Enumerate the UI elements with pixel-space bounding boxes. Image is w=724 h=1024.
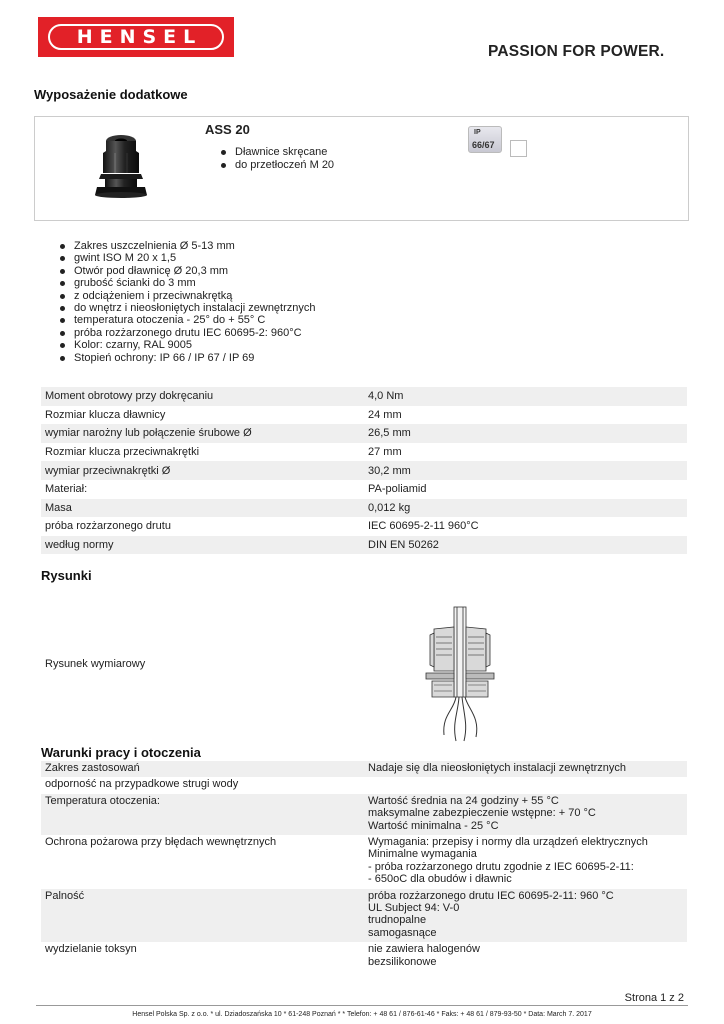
- slogan: PASSION FOR POWER.: [488, 43, 665, 60]
- spec-value: 0,012 kg: [364, 499, 687, 518]
- condition-line: - próba rozżarzonego drutu zgodnie z IEC 60695-2-11:: [368, 860, 634, 873]
- condition-value: [364, 889, 687, 943]
- spec-key: Rozmiar klucza dławnicy: [45, 408, 166, 421]
- footer-divider: [36, 1005, 688, 1006]
- table-row: [41, 517, 687, 536]
- condition-line: UL Subject 94: V-0: [368, 902, 460, 915]
- ip-rating-badge: [468, 126, 502, 153]
- condition-line: samogasnące: [368, 926, 437, 939]
- ip-badge-top: IP: [474, 129, 481, 136]
- spec-key: wymiar narożny lub połączenie śrubowe Ø: [41, 424, 364, 443]
- spec-key: Moment obrotowy przy dokręcaniu: [41, 387, 364, 406]
- table-row: [41, 889, 687, 943]
- condition-line: Minimalne wymagania: [368, 848, 477, 861]
- condition-key: odporność na przypadkowe strugi wody: [45, 778, 239, 791]
- table-row: [41, 461, 687, 480]
- footer-address: Hensel Polska Sp. z o.o. * ul. Dziadoszańska 10 * 61-248 Poznań * * Telefon: + 48 61 / 876-61-46 * Faks: + 48 61 / 879-93-50 * Data: March 7. 2017: [132, 1011, 592, 1018]
- condition-line: maksymalne zabezpieczenie wstępne: + 70 °C: [368, 807, 596, 820]
- feature-list: [60, 240, 316, 364]
- drawing-label: Rysunek wymiarowy: [45, 658, 146, 670]
- spec-key: według normy: [41, 536, 364, 555]
- condition-value: [364, 777, 687, 793]
- condition-line: bezsilikonowe: [368, 955, 437, 968]
- product-bullet: Dławnice skręcane: [221, 146, 334, 159]
- feature-item: z odciążeniem i przeciwnakrętką: [60, 290, 316, 302]
- product-image: [93, 133, 149, 199]
- condition-line: - 650oC dla obudów i dławnic: [368, 873, 512, 886]
- conditions-table: [41, 761, 687, 971]
- feature-item: grubość ścianki do 3 mm: [60, 277, 316, 289]
- spec-key: wymiar przeciwnakrętki Ø: [41, 461, 364, 480]
- condition-key: Zakres zastosowań: [41, 761, 364, 777]
- table-row: [41, 794, 687, 835]
- condition-line: Wymagania: przepisy i normy dla urządzeń elektrycznych: [368, 836, 648, 849]
- condition-value: [364, 835, 687, 889]
- condition-line: Wartość minimalna - 25 °C: [368, 819, 499, 832]
- spec-value: IEC 60695-2-11 960°C: [368, 520, 479, 533]
- condition-value: [364, 761, 687, 777]
- spec-value: DIN EN 50262: [364, 536, 687, 555]
- page-number: Strona 1 z 2: [624, 992, 684, 1004]
- spec-value: PA-poliamid: [368, 483, 427, 496]
- product-name: ASS 20: [205, 122, 250, 137]
- feature-item: Kolor: czarny, RAL 9005: [60, 339, 316, 351]
- condition-value: [364, 942, 687, 971]
- spec-value: 24 mm: [368, 408, 402, 421]
- table-row: [41, 480, 687, 499]
- table-row: [41, 387, 687, 406]
- condition-line: Nadaje się dla nieosłoniętych instalacji zewnętrznych: [368, 762, 627, 774]
- table-row: [41, 835, 687, 889]
- condition-key: Palność: [41, 889, 364, 943]
- spec-value: 27 mm: [368, 446, 402, 459]
- condition-line: próba rozżarzonego drutu IEC 60695-2-11: 960 °C: [368, 889, 614, 902]
- condition-line: Wartość średnia na 24 godziny + 55 °C: [368, 794, 559, 807]
- table-row: [41, 942, 687, 971]
- condition-key: Ochrona pożarowa przy błędach wewnętrznych: [45, 836, 277, 849]
- product-bullets: [221, 146, 334, 172]
- section-title: Wyposażenie dodatkowe: [34, 87, 188, 102]
- feature-item: Stopień ochrony: IP 66 / IP 67 / IP 69: [60, 352, 316, 364]
- logo-frame: [48, 24, 224, 50]
- drawings-title: Rysunki: [41, 568, 92, 583]
- condition-key: wydzielanie toksyn: [45, 943, 137, 956]
- condition-line: trudnopalne: [368, 914, 427, 927]
- table-row: [41, 499, 687, 518]
- condition-value: [364, 794, 687, 835]
- table-row: [41, 443, 687, 462]
- product-bullet: do przetłoczeń M 20: [221, 159, 334, 172]
- feature-item: gwint ISO M 20 x 1,5: [60, 252, 316, 264]
- dimension-drawing: [420, 605, 500, 745]
- feature-item: do wnętrz i nieosłoniętych instalacji zewnętrznych: [60, 302, 316, 314]
- condition-key: Temperatura otoczenia:: [41, 794, 364, 835]
- feature-item: próba rozżarzonego drutu IEC 60695-2: 960°C: [60, 327, 316, 339]
- spec-value: 4,0 Nm: [364, 387, 687, 406]
- spec-key: Materiał:: [45, 483, 88, 496]
- hensel-logo: [38, 17, 234, 57]
- table-row: [41, 761, 687, 777]
- table-row: [41, 536, 687, 555]
- empty-checkbox: [510, 140, 527, 157]
- spec-value: 30,2 mm: [364, 461, 687, 480]
- feature-item: Zakres uszczelnienia Ø 5-13 mm: [60, 240, 316, 252]
- spec-table: [41, 387, 687, 554]
- ip-badge-bottom: 66/67: [472, 140, 495, 150]
- spec-value: 26,5 mm: [364, 424, 687, 443]
- table-row: [41, 424, 687, 443]
- table-row: [41, 406, 687, 425]
- feature-item: temperatura otoczenia - 25° do + 55° C: [60, 314, 316, 326]
- spec-key: próba rozżarzonego drutu: [45, 520, 171, 533]
- feature-item: Otwór pod dławnicę Ø 20,3 mm: [60, 265, 316, 277]
- product-box: [34, 116, 689, 221]
- condition-line: nie zawiera halogenów: [368, 943, 480, 956]
- spec-key: Rozmiar klucza przeciwnakrętki: [45, 446, 200, 459]
- logo-text: HENSEL: [76, 26, 203, 48]
- conditions-title: Warunki pracy i otoczenia: [41, 745, 201, 760]
- table-row: [41, 777, 687, 793]
- spec-key: Masa: [41, 499, 364, 518]
